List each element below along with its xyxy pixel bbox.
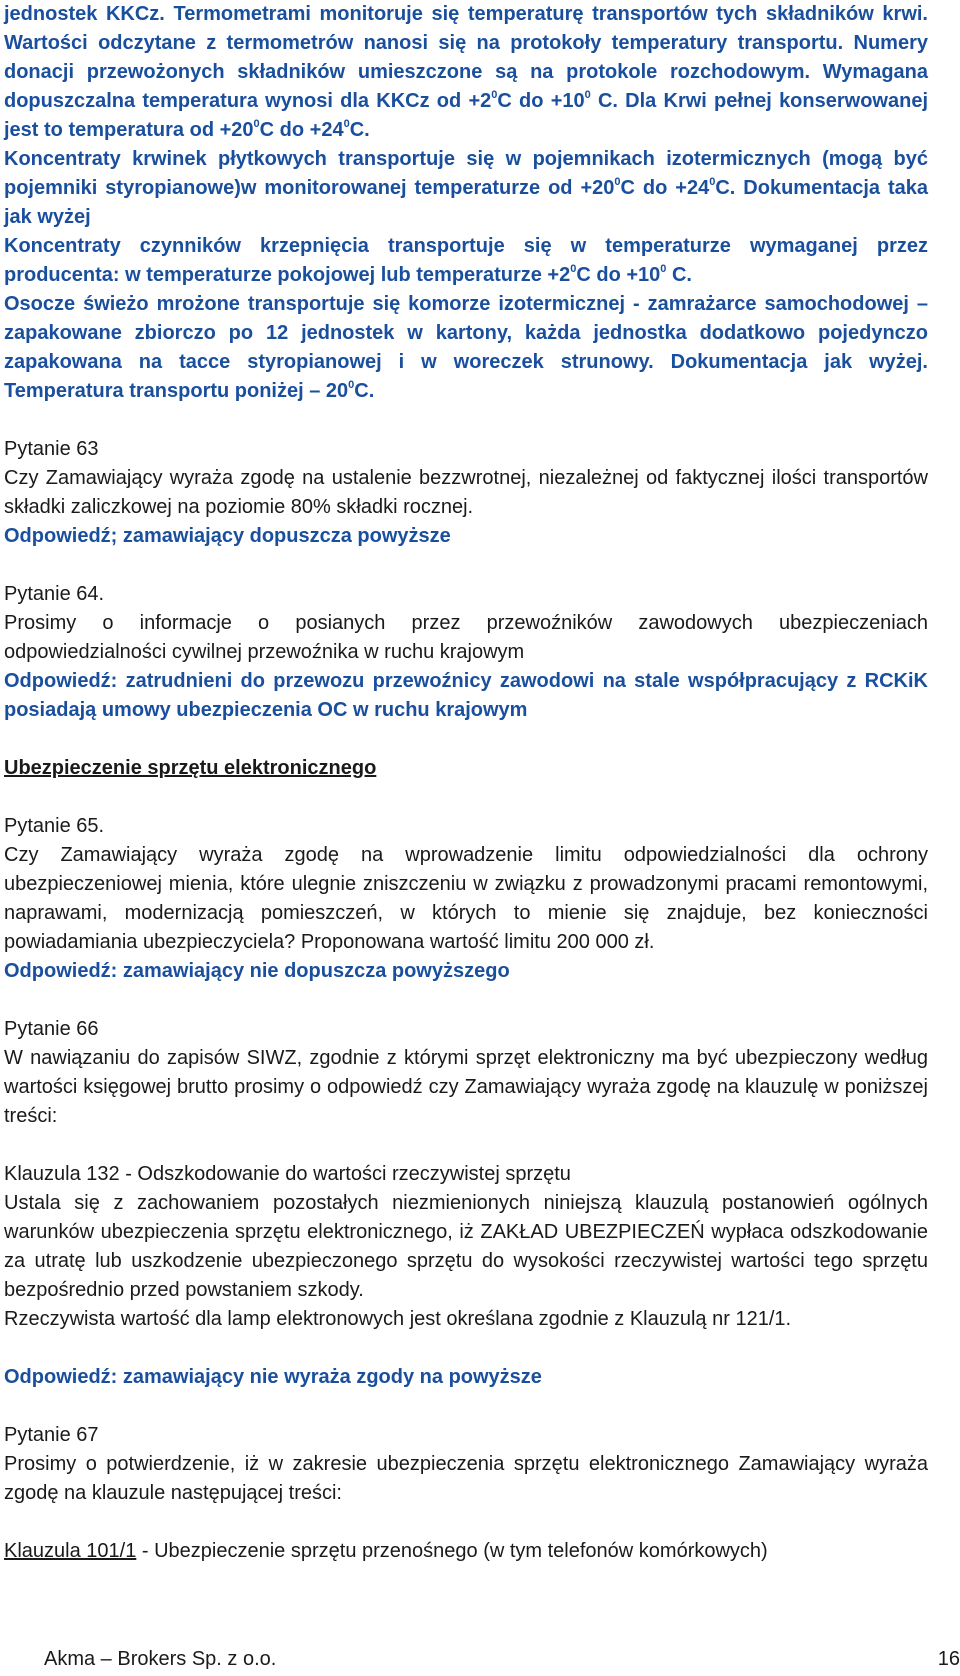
spacer — [4, 1131, 928, 1160]
clause-title: Klauzula 132 - Odszkodowanie do wartości rzeczywistej sprzętu — [4, 1163, 571, 1185]
text-run: C. — [349, 119, 370, 141]
text-run: C do +10 — [497, 90, 585, 112]
spacer — [4, 406, 928, 435]
spacer — [4, 551, 928, 580]
transport-paragraph-clotting-factors — [4, 232, 928, 290]
question-text: Prosimy o informacje o posianych przez przewoźników zawodowych ubezpieczeniach odpowiedzialności cywilnej przewoźnika w ruchu krajowym — [4, 612, 928, 663]
section-heading: Ubezpieczenie sprzętu elektronicznego — [4, 757, 377, 779]
superscript: 0 — [491, 89, 498, 101]
text-run: C. — [666, 264, 692, 286]
text-run: Koncentraty czynników krzepnięcia transportuje się w temperaturze wymaganej przez producenta: w temperaturze pokojowej lub temperaturze +2 — [4, 235, 928, 286]
page-footer — [44, 1648, 960, 1676]
spacer — [4, 783, 928, 812]
superscript: 0 — [584, 89, 591, 101]
spacer — [4, 1508, 928, 1537]
spacer — [4, 1392, 928, 1421]
question-text: W nawiązaniu do zapisów SIWZ, zgodnie z którymi sprzęt elektroniczny ma być ubezpieczony według wartości księgowej brutto prosimy o odpowiedź czy Zamawiający wyraża zgodę na klauzulę w poniższej treści: — [4, 1047, 928, 1127]
transport-paragraph-platelets — [4, 145, 928, 232]
question-title: Pytanie 63 — [4, 438, 99, 460]
superscript: 0 — [348, 379, 355, 391]
question-title: Pytanie 66 — [4, 1018, 99, 1040]
document-content — [4, 0, 928, 1566]
transport-paragraph-plasma — [4, 290, 928, 406]
superscript: 0 — [253, 118, 260, 130]
clause-reference-link[interactable]: Klauzula 101/1 — [4, 1540, 137, 1562]
clause-line — [4, 1537, 928, 1566]
clause-note: Rzeczywista wartość dla lamp elektronowych jest określana zgodnie z Klauzulą nr 121/1. — [4, 1308, 792, 1330]
question-title: Pytanie 64. — [4, 583, 105, 605]
text-run: Osocze świeżo mrożone transportuje się komorze izotermicznej - zamrażarce samochodowej – zapakowane zbiorczo po 12 jednostek w kartony, każda jednostka dodatkowo pojedynczo zapakowana na tacce styropianowej i w woreczek strunowy. Dokumentacja jak wyżej. Temperatura transportu poniżej – 20 — [4, 293, 928, 402]
superscript: 0 — [343, 118, 350, 130]
text-run: C. Dla Krwi pełnej konserwowanej jest to temperatura od +20 — [4, 90, 928, 141]
question-title: Pytanie 67 — [4, 1424, 99, 1446]
answer-text: Odpowiedź: zatrudnieni do przewozu przewoźnicy zawodowi na stale współpracujący z RCKiK posiadają umowy ubezpieczenia OC w ruchu krajowym — [4, 670, 928, 721]
text-run: C. Dokumentacja taka jak wyżej — [4, 177, 928, 228]
answer-text: Odpowiedź: zamawiający nie dopuszcza powyższego — [4, 960, 510, 982]
spacer — [4, 986, 928, 1015]
text-run: C do +24 — [259, 119, 344, 141]
footer-company: Akma – Brokers Sp. z o.o. — [44, 1648, 277, 1670]
question-text: Czy Zamawiający wyraża zgodę na ustalenie bezzwrotnej, niezależnej od faktycznej ilości transportów składki zaliczkowej na poziomie 80% składki rocznej. — [4, 467, 928, 518]
clause-description: - Ubezpieczenie sprzętu przenośnego (w tym telefonów komórkowych) — [136, 1540, 768, 1562]
footer-page-number: 16 — [937, 1648, 960, 1670]
superscript: 0 — [660, 263, 667, 275]
text-run: C do +10 — [576, 264, 661, 286]
spacer — [4, 1334, 928, 1363]
question-text: Czy Zamawiający wyraża zgodę na wprowadzenie limitu odpowiedzialności dla ochrony ubezpieczeniowej mienia, które ulegnie zniszczeniu w związku z prowadzonymi pracami remontowymi, naprawami, modernizacją pomieszczeń, w których to mienie się znajduje, bez konieczności powiadamiania ubezpieczyciela? Proponowana wartość limitu 200 000 zł. — [4, 844, 928, 953]
superscript: 0 — [709, 176, 716, 188]
text-run: Koncentraty krwinek płytkowych transportuje się w pojemnikach izotermicznych (mogą być pojemniki styropianowe)w monitorowanej temperaturze od +20 — [4, 148, 928, 199]
spacer — [4, 725, 928, 754]
text-run: jednostek KKCz. Termometrami monitoruje się temperaturę transportów tych składników krwi. Wartości odczytane z termometrów nanosi się na protokoły temperatury transportu. Numery donacji przewożonych składników umieszczone są na protokole rozchodowym. Wymagana dopuszczalna temperatura wynosi dla KKCz od +2 — [4, 3, 928, 112]
transport-paragraph-kkcz — [4, 0, 928, 145]
text-run: C. — [354, 380, 375, 402]
question-text: Prosimy o potwierdzenie, iż w zakresie ubezpieczenia sprzętu elektronicznego Zamawiający wyraża zgodę na klauzule następującej treści: — [4, 1453, 928, 1504]
superscript: 0 — [570, 263, 577, 275]
answer-text: Odpowiedź: zamawiający nie wyraża zgody na powyższe — [4, 1366, 542, 1388]
clause-text: Ustala się z zachowaniem pozostałych niezmienionych niniejszą klauzulą postanowień ogólnych warunków ubezpieczenia sprzętu elektronicznego, iż ZAKŁAD UBEZPIECZEŃ wypłaca odszkodowanie za utratę lub uszkodzenie ubezpieczonego sprzętu do wysokości rzeczywistej wartości tego sprzętu bezpośrednio przed powstaniem szkody. — [4, 1192, 928, 1301]
answer-text: Odpowiedź; zamawiający dopuszcza powyższe — [4, 525, 451, 547]
question-title: Pytanie 65. — [4, 815, 105, 837]
text-run: C do +24 — [620, 177, 710, 199]
superscript: 0 — [614, 176, 621, 188]
